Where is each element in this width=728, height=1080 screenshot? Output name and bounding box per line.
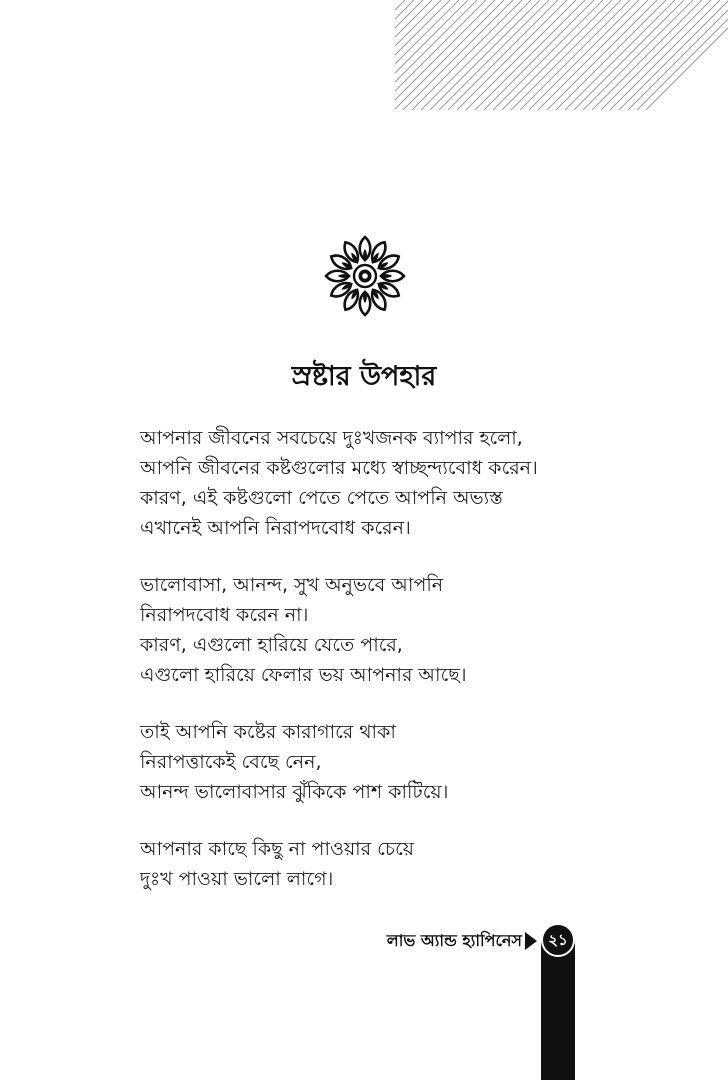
poem-line: নিরাপদবোধ করেন না। [140, 604, 309, 626]
poem-line: আপনার জীবনের সবচেয়ে দুঃখজনক ব্যাপার হলো, [140, 427, 523, 449]
stripe-line [493, 0, 603, 110]
stripe-line [475, 0, 585, 110]
poem-line: নিরাপত্তাকেই বেছে নেন, [140, 751, 322, 773]
stripe-line [457, 0, 567, 110]
stanza [140, 717, 580, 807]
ornament-petal [376, 252, 401, 273]
stripe-line [592, 0, 702, 110]
stripe-line [556, 0, 666, 110]
poem-line: দুঃখ পাওয়া ভালো লাগে। [140, 868, 334, 890]
stanza [140, 423, 580, 543]
poem-line: ভালোবাসা, আনন্দ, সুখ অনুভবে আপনি [140, 574, 444, 596]
stripe-line [547, 0, 657, 110]
ornament-petal [329, 252, 354, 273]
stripe-line [574, 0, 684, 110]
decorative-stripes [395, 0, 728, 110]
poem-line: কারণ, এগুলো হারিয়ে যেতে পারে, [140, 634, 403, 656]
poem-line: আপনি জীবনের কষ্টগুলোর মধ্যে স্বাচ্ছন্দ্যবোধ করেন। [140, 457, 538, 479]
poem-line: কারণ, এই কষ্টগুলো পেতে পেতে আপনি অভ্যস্ত [140, 487, 503, 509]
poem-line: আপনার কাছে কিছু না পাওয়ার চেয়ে [140, 838, 414, 860]
poem-line: এগুলো হারিয়ে ফেলার ভয় আপনার আছে। [140, 664, 467, 686]
triangle-right-icon [525, 932, 537, 950]
poem-body [140, 423, 580, 921]
stripe-line [439, 0, 549, 110]
stripe-line [583, 0, 693, 110]
stripe-line [403, 0, 513, 110]
running-footer-book-title: লাভ অ্যান্ড হ্যাপিনেস [386, 931, 522, 950]
ornament-petal [341, 287, 362, 312]
poem-line: আনন্দ ভালোবাসার ঝুঁকিকে পাশ কাটিয়ে। [140, 781, 449, 803]
stripe-line [395, 0, 504, 110]
poem-line: এখানেই আপনি নিরাপদবোধ করেন। [140, 517, 411, 539]
stripe-line [448, 0, 558, 110]
stripe-line [466, 0, 576, 110]
page-number: ২১ [541, 923, 575, 957]
stripe-line [484, 0, 594, 110]
ornament-petal [368, 287, 389, 312]
ornament-petal [341, 240, 362, 265]
stripe-line [520, 0, 630, 110]
stripe-line [529, 0, 639, 110]
poem-title: স্রষ্টার উপহার [291, 361, 437, 392]
stripe-line [412, 0, 522, 110]
poem-line: তাই আপনি কষ্টের কারাগারে থাকা [140, 721, 396, 743]
floral-mandala-icon [324, 235, 406, 317]
stripe-line [538, 0, 648, 110]
stripe-line [430, 0, 540, 110]
stanza [140, 570, 580, 690]
ornament-petal [376, 279, 401, 300]
ornament-petal [329, 279, 354, 300]
stanza [140, 834, 580, 894]
ornament-petal [368, 240, 389, 265]
stripe-line [619, 0, 728, 110]
stripe-line [601, 0, 711, 110]
stripe-line [421, 0, 531, 110]
stripe-line [565, 0, 675, 110]
stripe-line [511, 0, 621, 110]
stripe-line [502, 0, 612, 110]
stripe-line [610, 0, 720, 110]
